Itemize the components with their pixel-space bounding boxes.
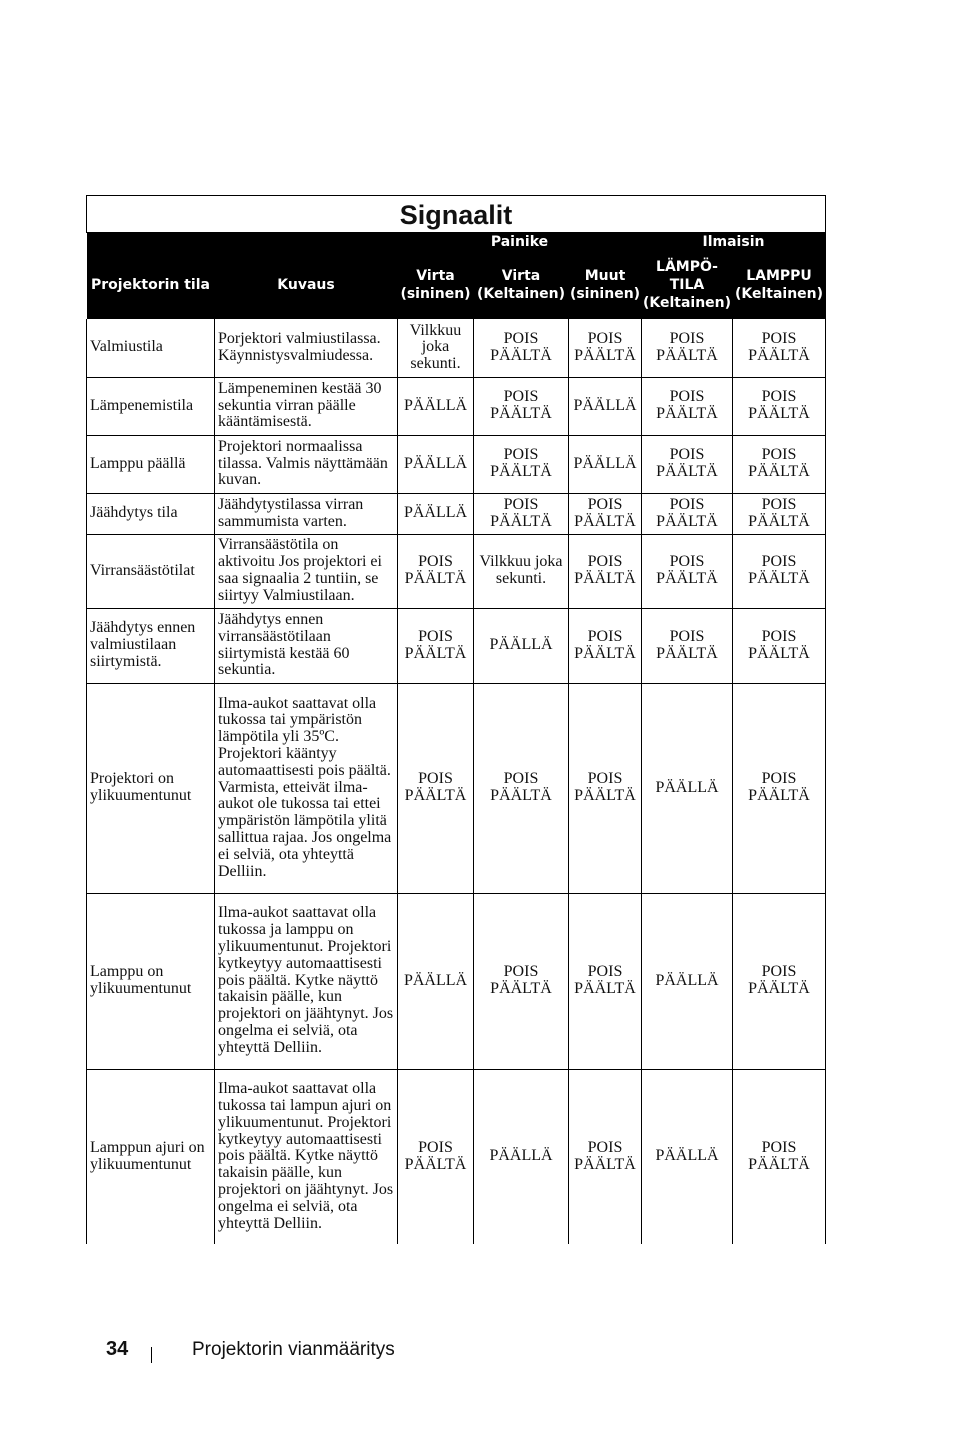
description-cell: Ilma-aukot saattavat olla tukossa tai lampun ajuri on ylikuumentunut. Projektori kytkeytyy automaattisesti pois päältä. Kytke näyttö takaisin päälle, kun projektori on jäähtynyt. Jos ongelma ei selviä, ota yhteyttä Delliin. — [215, 1069, 398, 1244]
indicator-cell: PÄÄLLÄ — [474, 608, 569, 683]
indicator-cell: POIS PÄÄLTÄ — [642, 608, 733, 683]
table-row — [87, 493, 826, 534]
state-cell: Lamppun ajuri on ylikuumentunut — [87, 1069, 215, 1244]
indicator-cell: POIS PÄÄLTÄ — [733, 377, 826, 435]
indicator-cell: POIS PÄÄLTÄ — [569, 493, 642, 534]
indicator-cell: POIS PÄÄLTÄ — [474, 319, 569, 377]
table-row — [87, 377, 826, 435]
table-row — [87, 608, 826, 683]
indicator-cell: POIS PÄÄLTÄ — [569, 608, 642, 683]
indicator-cell: POIS PÄÄLTÄ — [733, 893, 826, 1069]
state-cell: Lämpenemistila — [87, 377, 215, 435]
indicator-cell: POIS PÄÄLTÄ — [642, 493, 733, 534]
table-row — [87, 1069, 826, 1244]
indicator-cell: POIS PÄÄLTÄ — [474, 683, 569, 893]
footer-divider — [151, 1347, 152, 1363]
indicator-cell: POIS PÄÄLTÄ — [569, 683, 642, 893]
page-number: 34 — [106, 1338, 129, 1360]
indicator-cell: POIS PÄÄLTÄ — [398, 534, 474, 608]
indicator-cell: PÄÄLLÄ — [398, 435, 474, 493]
indicator-cell: POIS PÄÄLTÄ — [642, 534, 733, 608]
state-cell: Lamppu on ylikuumentunut — [87, 893, 215, 1069]
table-row — [87, 683, 826, 893]
indicator-cell: Vilkkuu joka sekunti. — [398, 319, 474, 377]
description-cell: Lämpeneminen kestää 30 sekuntia virran päälle kääntämisestä. — [215, 377, 398, 435]
description-cell: Porjektori valmiustilassa. Käynnistysvalmiudessa. — [215, 319, 398, 377]
indicator-cell: POIS PÄÄLTÄ — [398, 1069, 474, 1244]
indicator-cell: POIS PÄÄLTÄ — [474, 893, 569, 1069]
table-row — [87, 893, 826, 1069]
indicator-cell: PÄÄLLÄ — [569, 435, 642, 493]
column-header-temp-amber: LÄMPÖ-TILA (Keltainen) — [642, 251, 733, 319]
state-cell: Valmiustila — [87, 319, 215, 377]
column-header-power-blue: Virta (sininen) — [398, 251, 474, 319]
indicator-cell: POIS PÄÄLTÄ — [569, 319, 642, 377]
indicator-cell: PÄÄLLÄ — [474, 1069, 569, 1244]
table-row — [87, 435, 826, 493]
table-body — [87, 319, 826, 1244]
footer-section-title: Projektorin vianmääritys — [192, 1339, 395, 1360]
description-cell: Projektori normaalissa tilassa. Valmis näyttämään kuvan. — [215, 435, 398, 493]
indicator-cell: POIS PÄÄLTÄ — [733, 1069, 826, 1244]
indicator-cell: PÄÄLLÄ — [642, 893, 733, 1069]
column-header-power-amber: Virta (Keltainen) — [474, 251, 569, 319]
indicator-cell: Vilkkuu joka sekunti. — [474, 534, 569, 608]
indicator-cell: POIS PÄÄLTÄ — [398, 683, 474, 893]
group-header-empty — [87, 233, 398, 252]
indicator-cell: PÄÄLLÄ — [398, 493, 474, 534]
column-header-description: Kuvaus — [215, 251, 398, 319]
indicator-cell: POIS PÄÄLTÄ — [642, 377, 733, 435]
description-cell: Jäähdytystilassa virran sammumista varten. — [215, 493, 398, 534]
state-cell: Lamppu päällä — [87, 435, 215, 493]
table-title: Signaalit — [87, 196, 826, 233]
indicator-cell: PÄÄLLÄ — [398, 893, 474, 1069]
indicator-cell: POIS PÄÄLTÄ — [733, 435, 826, 493]
indicator-cell: POIS PÄÄLTÄ — [733, 319, 826, 377]
indicator-cell: PÄÄLLÄ — [398, 377, 474, 435]
column-header-state: Projektorin tila — [87, 251, 215, 319]
indicator-cell: PÄÄLLÄ — [642, 1069, 733, 1244]
indicator-cell: POIS PÄÄLTÄ — [474, 493, 569, 534]
table-row — [87, 534, 826, 608]
group-header-indicator: Ilmaisin — [642, 233, 826, 252]
page-footer — [0, 1338, 954, 1368]
column-header-lamp-amber: LAMPPU (Keltainen) — [733, 251, 826, 319]
indicator-cell: PÄÄLLÄ — [642, 683, 733, 893]
indicator-cell: POIS PÄÄLTÄ — [733, 493, 826, 534]
description-cell: Virransäästötila on aktivoitu Jos projektori ei saa signaalia 2 tuntiin, se siirtyy Valmiustilaan. — [215, 534, 398, 608]
indicator-cell: POIS PÄÄLTÄ — [642, 435, 733, 493]
indicator-cell: POIS PÄÄLTÄ — [733, 608, 826, 683]
indicator-cell: POIS PÄÄLTÄ — [733, 683, 826, 893]
table-row — [87, 319, 826, 377]
column-header-other-blue: Muut (sininen) — [569, 251, 642, 319]
state-cell: Jäähdytys tila — [87, 493, 215, 534]
indicator-cell: PÄÄLLÄ — [569, 377, 642, 435]
indicator-cell: POIS PÄÄLTÄ — [474, 377, 569, 435]
state-cell: Virransäästötilat — [87, 534, 215, 608]
indicator-cell: POIS PÄÄLTÄ — [569, 893, 642, 1069]
state-cell: Projektori on ylikuumentunut — [87, 683, 215, 893]
description-cell: Ilma-aukot saattavat olla tukossa ja lamppu on ylikuumentunut. Projektori kytkeytyy automaattisesti pois päältä. Kytke näyttö takaisin päälle, kun projektori on jäähtynyt. Jos ongelma ei selviä, ota yhteyttä Delliin. — [215, 893, 398, 1069]
description-cell: Ilma-aukot saattavat olla tukossa tai ympäristön lämpötila yli 35ºC. Projektori kääntyy automaattisesti pois päältä. Varmista, etteivät ilma-aukot ole tukossa tai ettei ympäristön lämpötila ylitä sallittua rajaa. Jos ongelma ei selviä, ota yhteyttä Delliin. — [215, 683, 398, 893]
signals-table — [86, 195, 826, 1244]
indicator-cell: POIS PÄÄLTÄ — [569, 534, 642, 608]
indicator-cell: POIS PÄÄLTÄ — [398, 608, 474, 683]
indicator-cell: POIS PÄÄLTÄ — [642, 319, 733, 377]
state-cell: Jäähdytys ennen valmiustilaan siirtymistä. — [87, 608, 215, 683]
indicator-cell: POIS PÄÄLTÄ — [474, 435, 569, 493]
description-cell: Jäähdytys ennen virransäästötilaan siirtymistä kestää 60 sekuntia. — [215, 608, 398, 683]
indicator-cell: POIS PÄÄLTÄ — [569, 1069, 642, 1244]
indicator-cell: POIS PÄÄLTÄ — [733, 534, 826, 608]
group-header-button: Painike — [398, 233, 642, 252]
